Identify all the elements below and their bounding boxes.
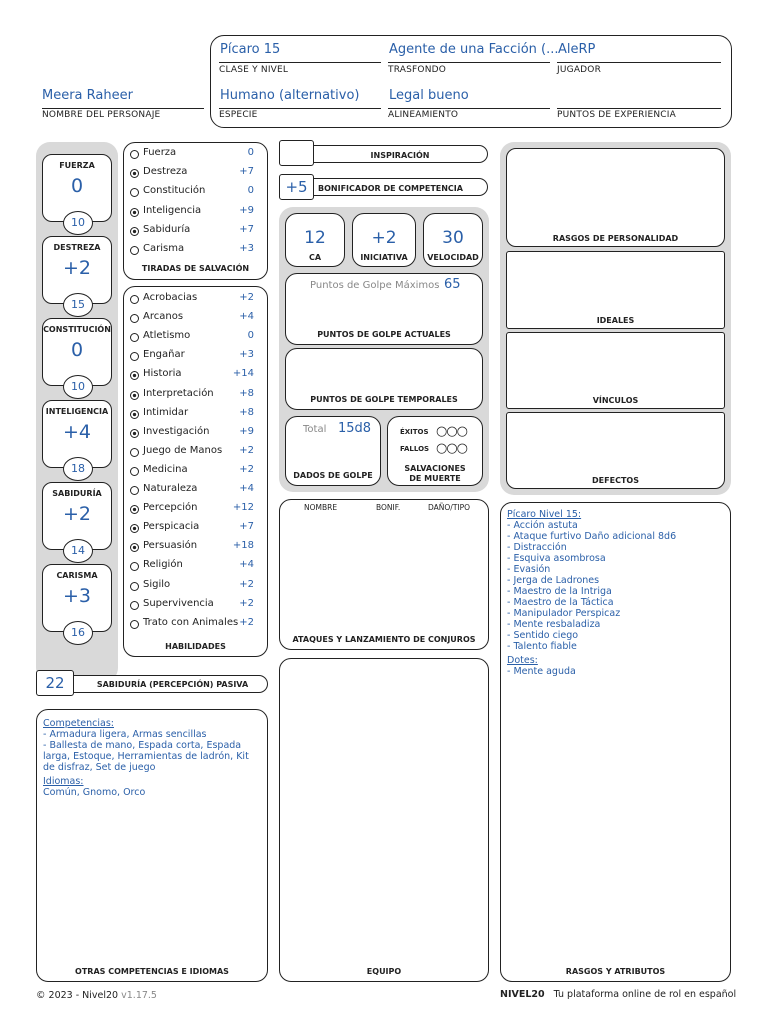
row-value: +12 (232, 502, 254, 514)
ability-name: INTELIGENCIA (45, 407, 109, 416)
row-label: Sigilo (143, 578, 171, 590)
ability-score[interactable]: 16 (63, 621, 93, 645)
proficiency-marker[interactable] (130, 188, 139, 197)
row-value: +2 (239, 444, 254, 456)
feature-item: - Acción astuta (507, 520, 578, 531)
ability-modifier: +2 (62, 257, 91, 279)
skill-row[interactable] (130, 368, 260, 386)
equipment-box[interactable] (279, 658, 489, 982)
feature-item: - Manipulador Perspicaz (507, 608, 621, 619)
proficiency-marker[interactable] (130, 169, 139, 178)
languages-heading: Idiomas: (43, 776, 84, 787)
saving-throw-row[interactable] (130, 224, 260, 242)
ability-modifier: +3 (62, 585, 91, 607)
character-name-label: NOMBRE DEL PERSONAJE (42, 110, 161, 120)
row-value: +8 (239, 406, 254, 418)
row-value: +2 (239, 578, 254, 590)
bonds-box[interactable] (506, 332, 725, 409)
saving-throw-row[interactable] (130, 185, 260, 203)
ability-score[interactable]: 10 (63, 375, 93, 399)
flaws-box[interactable] (506, 412, 725, 489)
row-label: Inteligencia (143, 204, 202, 216)
proficiency-marker[interactable] (130, 150, 139, 159)
row-label: Carisma (143, 243, 185, 254)
features-title: RASGOS Y ATRIBUTOS (565, 967, 666, 976)
ability-modifier: 0 (70, 175, 84, 197)
xp-label: PUNTOS DE EXPERIENCIA (557, 110, 676, 120)
row-value: +3 (239, 243, 254, 254)
proficiency-marker[interactable] (130, 543, 139, 552)
alignment[interactable]: Legal bueno (389, 88, 469, 103)
character-name[interactable]: Meera Raheer (42, 88, 133, 103)
feature-item: - Mente resbaladiza (507, 619, 601, 630)
row-label: Sabiduría (143, 223, 191, 235)
death-fail-label: FALLOS (400, 445, 430, 453)
row-value: 0 (247, 185, 254, 197)
background-label: TRASFONDO (388, 65, 447, 75)
player-label: JUGADOR (557, 65, 602, 75)
skill-row[interactable] (130, 349, 260, 367)
ability-modifier: 0 (70, 339, 84, 361)
skill-row[interactable] (130, 445, 260, 463)
feature-item: - Sentido ciego (507, 630, 579, 641)
row-value: +8 (239, 387, 254, 399)
saving-throw-row[interactable] (130, 147, 260, 165)
ability-name: FUERZA (59, 161, 95, 170)
skill-row[interactable] (130, 598, 260, 616)
saving-throws-title: TIRADAS DE SALVACIÓN (141, 264, 250, 273)
flaws-label: DEFECTOS (592, 476, 639, 485)
armor-class-value: 12 (304, 228, 326, 248)
row-label: Arcanos (143, 311, 184, 323)
ability-modifier: +4 (62, 421, 91, 443)
proficiency-marker[interactable] (130, 352, 139, 361)
background[interactable]: Agente de una Facción (... (389, 42, 559, 57)
proficiency-marker[interactable] (130, 391, 139, 400)
skill-row[interactable] (130, 579, 260, 597)
row-value: +7 (239, 223, 254, 235)
bonds-label: VÍNCULOS (592, 396, 639, 405)
skill-row[interactable] (130, 311, 260, 329)
death-saves-label-2: DE MUERTE (409, 474, 461, 483)
skill-row[interactable] (130, 483, 260, 501)
ability-name: CARISMA (56, 571, 98, 580)
inspiration-value-box[interactable] (279, 140, 314, 166)
skill-row[interactable] (130, 521, 260, 539)
personality-traits-box[interactable] (506, 148, 725, 247)
armor-class-label: CA (308, 253, 322, 262)
death-saves-box (387, 416, 483, 486)
row-label: Historia (143, 368, 182, 380)
row-label: Constitución (143, 185, 206, 197)
max-hp-label: Puntos de Golpe Máximos (310, 280, 440, 291)
hit-dice-label: DADOS DE GOLPE (293, 471, 373, 480)
temp-hp-label: PUNTOS DE GOLPE TEMPORALES (310, 395, 458, 404)
row-value: +14 (232, 368, 254, 380)
proficiency-marker[interactable] (130, 562, 139, 571)
row-label: Engañar (143, 349, 185, 361)
ability-name: DESTREZA (53, 243, 101, 252)
proficiency-label: BONIFICADOR DE COMPETENCIA (318, 184, 463, 193)
brand-tagline: Tu plataforma online de rol en español (553, 989, 737, 1000)
row-label: Percepción (143, 502, 198, 514)
proficiency-marker[interactable] (130, 524, 139, 533)
ideals-box[interactable] (506, 251, 725, 329)
row-value: +2 (239, 616, 254, 628)
row-label: Intimidar (143, 406, 189, 418)
proficiency-marker[interactable] (130, 429, 139, 438)
player-name[interactable]: AleRP (558, 42, 596, 57)
class-level[interactable]: Pícaro 15 (220, 42, 281, 57)
row-value: +7 (239, 521, 254, 533)
passive-perception-value-box[interactable] (36, 670, 74, 696)
brand-logo: NIVEL20 (500, 989, 545, 1000)
attacks-title: ATAQUES Y LANZAMIENTO DE CONJUROS (292, 635, 476, 644)
feature-item: - Ataque furtivo Daño adicional 8d6 (507, 531, 677, 542)
attacks-col-bonus: BONIF. (376, 503, 401, 512)
proficiency-value: +5 (285, 178, 308, 196)
version-text: v1.17.5 (121, 990, 157, 1001)
death-saves-label-1: SALVACIONES (404, 464, 466, 473)
proficiencies-line-2: - Ballesta de mano, Espada corta, Espada larga, Estoque, Herramientas de ladrón, Kit de disfraz, Set de juego (43, 740, 249, 773)
attacks-col-damage: DAÑO/TIPO (428, 503, 471, 512)
species-label: ESPECIE (219, 110, 258, 120)
speed-value: 30 (442, 228, 464, 248)
temp-hp-box[interactable] (285, 348, 483, 410)
features-box[interactable] (500, 502, 731, 982)
ability-box[interactable] (42, 400, 112, 475)
row-value: +18 (232, 540, 254, 552)
inspiration-label: INSPIRACIÓN (370, 151, 430, 160)
equipment-title: EQUIPO (366, 967, 402, 976)
initiative-value: +2 (371, 228, 397, 248)
proficiency-marker[interactable] (130, 227, 139, 236)
skill-row[interactable] (130, 292, 260, 310)
row-label: Investigación (143, 425, 210, 437)
skill-row[interactable] (130, 388, 260, 406)
current-hp-box[interactable] (285, 273, 483, 345)
feature-item: - Talento fiable (507, 641, 577, 652)
initiative-box[interactable] (352, 213, 416, 267)
proficiencies-line-1: - Armadura ligera, Armas sencillas (43, 729, 207, 740)
death-success-circles[interactable]: ○○○ (436, 424, 468, 439)
proficiency-marker[interactable] (130, 246, 139, 255)
attacks-col-name: NOMBRE (304, 503, 338, 512)
copyright-text: © 2023 - Nivel20 (36, 990, 119, 1001)
row-value: +9 (239, 425, 254, 437)
death-fail-circles[interactable]: ○○○ (436, 441, 468, 456)
row-value: +2 (239, 597, 254, 609)
proficiency-marker[interactable] (130, 295, 139, 304)
species[interactable]: Humano (alternativo) (220, 88, 360, 103)
skill-row[interactable] (130, 617, 260, 635)
armor-class-box[interactable] (285, 213, 345, 267)
proficiency-value-box[interactable] (279, 174, 314, 200)
skills-title: HABILIDADES (165, 642, 226, 651)
row-label: Medicina (143, 463, 188, 475)
ability-modifier: +2 (62, 503, 91, 525)
ability-box[interactable] (42, 564, 112, 639)
ability-box[interactable] (42, 482, 112, 557)
saving-throw-row[interactable] (130, 166, 260, 184)
skill-row[interactable] (130, 330, 260, 348)
ability-box[interactable] (42, 318, 112, 393)
ability-score[interactable]: 15 (63, 293, 93, 317)
proficiencies-title: OTRAS COMPETENCIAS E IDIOMAS (75, 967, 229, 976)
skill-row[interactable] (130, 540, 260, 558)
feature-item: - Jerga de Ladrones (507, 575, 600, 586)
row-label: Religión (143, 559, 183, 571)
proficiency-marker[interactable] (130, 486, 139, 495)
proficiencies-box[interactable] (36, 709, 268, 982)
row-value: 0 (247, 330, 254, 342)
feats-heading: Dotes: (507, 655, 538, 666)
ability-score[interactable]: 10 (63, 211, 93, 235)
row-label: Persuasión (143, 540, 198, 552)
row-label: Fuerza (143, 147, 177, 158)
feature-item: - Distracción (507, 542, 567, 553)
hit-dice-total: 15d8 (338, 421, 372, 436)
features-heading: Pícaro Nivel 15: (507, 509, 582, 520)
ability-box[interactable] (42, 236, 112, 311)
ability-name: SABIDURÍA (52, 489, 102, 498)
passive-perception-value: 22 (45, 674, 65, 692)
row-label: Atletismo (143, 330, 191, 342)
footer-copyright (36, 990, 157, 1001)
max-hp-value: 65 (444, 277, 461, 292)
passive-perception-label: SABIDURÍA (PERCEPCIÓN) PASIVA (96, 680, 249, 689)
hit-dice-box[interactable] (285, 416, 381, 486)
class-level-label: CLASE Y NIVEL (219, 65, 289, 75)
speed-box[interactable] (423, 213, 483, 267)
proficiency-marker[interactable] (130, 371, 139, 380)
initiative-label: INICIATIVA (360, 253, 408, 262)
languages-line: Común, Gnomo, Orco (43, 787, 146, 798)
row-label: Trato con Animales (143, 616, 239, 628)
proficiency-marker[interactable] (130, 505, 139, 514)
feature-item: - Maestro de la Táctica (507, 597, 614, 608)
row-label: Destreza (143, 166, 188, 178)
proficiency-marker[interactable] (130, 333, 139, 342)
row-value: +4 (239, 559, 254, 571)
ability-box[interactable] (42, 154, 112, 229)
proficiency-marker[interactable] (130, 314, 139, 323)
ability-score[interactable]: 18 (63, 457, 93, 481)
row-value: +4 (239, 311, 254, 323)
row-value: +7 (239, 166, 254, 178)
ability-name: CONSTITUCIÓN (43, 325, 111, 334)
skill-row[interactable] (130, 407, 260, 425)
proficiency-marker[interactable] (130, 582, 139, 591)
personality-traits-label: RASGOS DE PERSONALIDAD (552, 234, 679, 243)
proficiencies-heading: Competencias: (43, 718, 114, 729)
row-value: +9 (239, 204, 254, 216)
row-value: +2 (239, 463, 254, 475)
row-value: +2 (239, 292, 254, 303)
footer-brand (500, 989, 736, 1000)
row-value: 0 (247, 147, 254, 158)
death-success-label: ÉXITOS (400, 428, 429, 436)
skill-row[interactable] (130, 502, 260, 520)
skill-row[interactable] (130, 464, 260, 482)
feature-item: - Maestro de la Intriga (507, 586, 612, 597)
skill-row[interactable] (130, 426, 260, 444)
speed-label: VELOCIDAD (427, 253, 479, 262)
proficiency-marker[interactable] (130, 620, 139, 629)
ability-score[interactable]: 14 (63, 539, 93, 563)
saving-throw-row[interactable] (130, 243, 260, 261)
ideals-label: IDEALES (596, 316, 635, 325)
proficiency-marker[interactable] (130, 601, 139, 610)
row-label: Perspicacia (143, 521, 200, 533)
alignment-label: ALINEAMIENTO (388, 110, 459, 120)
proficiency-marker[interactable] (130, 410, 139, 419)
feature-item: - Esquiva asombrosa (507, 553, 606, 564)
row-label: Naturaleza (143, 483, 198, 494)
proficiency-marker[interactable] (130, 448, 139, 457)
proficiency-marker[interactable] (130, 467, 139, 476)
proficiency-marker[interactable] (130, 208, 139, 217)
row-label: Juego de Manos (143, 444, 223, 456)
row-label: Supervivencia (143, 597, 214, 609)
skill-row[interactable] (130, 559, 260, 577)
current-hp-label: PUNTOS DE GOLPE ACTUALES (317, 330, 451, 339)
row-value: +4 (239, 483, 254, 494)
feature-item: - Evasión (507, 564, 551, 575)
attacks-box[interactable] (279, 499, 489, 650)
row-value: +3 (239, 349, 254, 361)
row-label: Acrobacias (143, 292, 198, 303)
row-label: Interpretación (143, 387, 214, 399)
hit-dice-total-label: Total (303, 424, 327, 435)
saving-throw-row[interactable] (130, 205, 260, 223)
feature-item: - Mente aguda (507, 666, 576, 677)
